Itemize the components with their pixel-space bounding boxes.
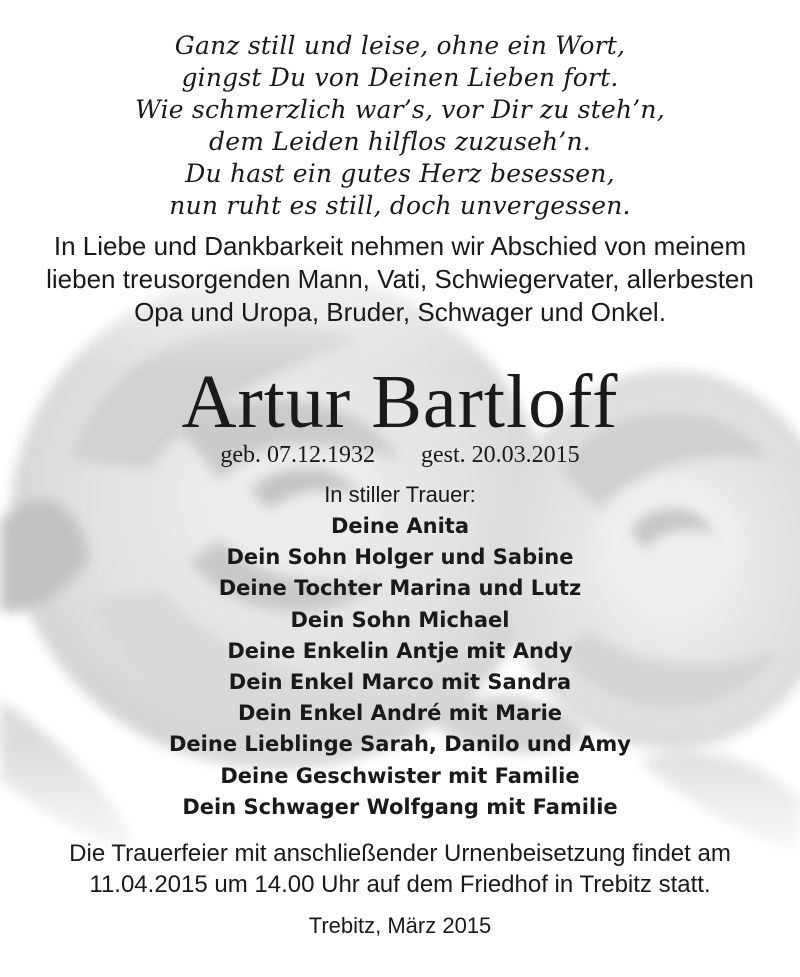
- life-dates: [0, 440, 800, 470]
- farewell-line: Opa und Uropa, Bruder, Schwager und Onkel.: [134, 297, 666, 327]
- mourners-list: [0, 511, 800, 823]
- poem-line: Du hast ein gutes Herz besessen,: [185, 159, 615, 188]
- farewell-line: lieben treusorgenden Mann, Vati, Schwiegervater, allerbesten: [46, 264, 754, 294]
- mourner-item: Dein Schwager Wolfgang mit Familie: [182, 794, 618, 819]
- mourner-item: Dein Enkel André mit Marie: [237, 701, 563, 726]
- farewell-line: In Liebe und Dankbarkeit nehmen wir Abschied von meinem: [53, 231, 747, 261]
- mourner-item: Dein Enkel Marco mit Sandra: [228, 670, 572, 695]
- mourner-item: Dein Sohn Michael: [290, 607, 510, 632]
- mourner-item: Dein Sohn Holger und Sabine: [226, 545, 574, 570]
- poem-line: nun ruht es still, doch unvergessen.: [169, 191, 631, 220]
- ceremony-info: [0, 838, 800, 900]
- farewell-text: [0, 230, 800, 329]
- deceased-name: Artur Bartloff: [181, 360, 619, 444]
- mourner-item: Deine Lieblinge Sarah, Danilo und Amy: [169, 732, 631, 757]
- birth-date: geb. 07.12.1932: [220, 442, 375, 468]
- ceremony-line: 11.04.2015 um 14.00 Uhr auf dem Friedhof in Trebitz statt.: [89, 871, 711, 898]
- place-and-date: Trebitz, März 2015: [308, 913, 492, 938]
- death-date: gest. 20.03.2015: [420, 442, 580, 468]
- poem-line: Ganz still und leise, ohne ein Wort,: [174, 31, 626, 60]
- mourner-item: Deine Enkelin Antje mit Andy: [227, 638, 573, 663]
- poem-line: Wie schmerzlich war’s, vor Dir zu steh’n,: [135, 95, 665, 124]
- mourner-item: Deine Anita: [331, 514, 469, 538]
- poem: [0, 30, 800, 222]
- poem-line: dem Leiden hilflos zuzuseh’n.: [209, 127, 591, 156]
- mourner-item: Deine Geschwister mit Familie: [220, 763, 580, 788]
- ceremony-line: Die Trauerfeier mit anschließender Urnenbeisetzung findet am: [69, 840, 731, 867]
- mourners-intro: In stiller Trauer:: [324, 482, 476, 507]
- mourner-item: Deine Tochter Marina und Lutz: [218, 576, 582, 601]
- poem-line: gingst Du von Deinen Lieben fort.: [181, 63, 619, 92]
